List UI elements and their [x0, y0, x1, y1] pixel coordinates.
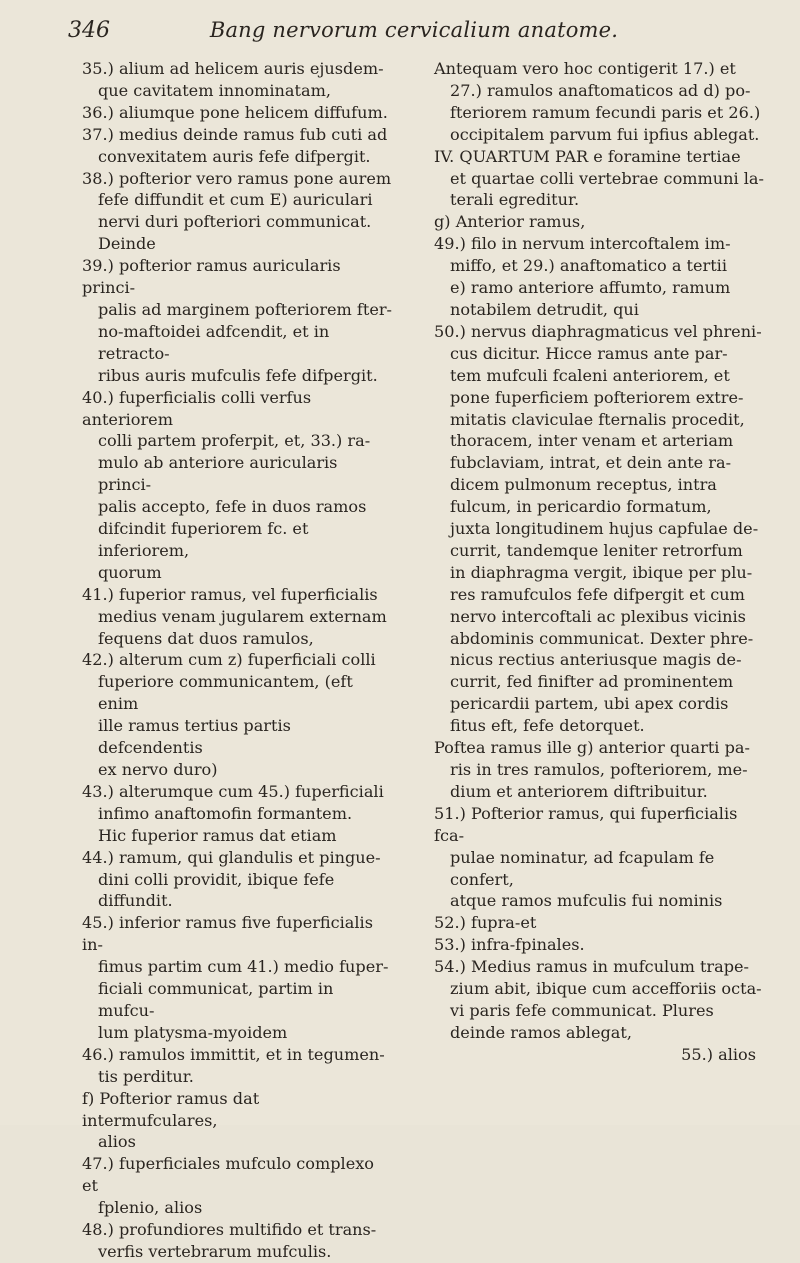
text-line: occipitalem parvum fui ipfius ablegat. — [450, 124, 760, 144]
text-line: verfis vertebrarum mufculis. — [98, 1241, 332, 1261]
text-line: tem mufculi fcaleni anteriorem, et — [450, 365, 730, 385]
text-line: atque ramos mufculis fui nominis — [450, 891, 723, 911]
paragraph — [434, 737, 764, 803]
left-column — [82, 58, 394, 1263]
paragraph — [434, 803, 764, 913]
paragraph — [434, 1044, 764, 1066]
text-line: fuperiore communicantem, (eft enim — [98, 672, 353, 714]
text-line: dium et anteriorem diftribuitur. — [450, 781, 708, 801]
paragraph — [434, 58, 764, 146]
right-column — [434, 58, 764, 1066]
text-line: 40.) fuperficialis colli verfus anteriorem — [82, 387, 312, 429]
paragraph — [82, 1219, 394, 1263]
text-line: palis accepto, fefe in duos ramos — [98, 497, 367, 517]
text-line: alios — [98, 1132, 136, 1152]
paragraph — [82, 102, 394, 124]
text-line: 27.) ramulos anaftomaticos ad d) po- — [450, 80, 751, 100]
text-line: terali egreditur. — [450, 190, 580, 210]
text-line: 44.) ramum, qui glandulis et pingue- — [82, 847, 381, 867]
text-line: g) Anterior ramus, — [434, 212, 586, 232]
text-line: 51.) Pofterior ramus, qui fuperficialis fca- — [434, 803, 738, 845]
text-line: et quartae colli vertebrae communi la- — [450, 168, 764, 188]
text-line: Deinde — [98, 234, 156, 254]
text-line: e) ramo anteriore affumto, ramum — [450, 278, 731, 298]
text-line: 42.) alterum cum z) fuperficiali colli — [82, 650, 376, 670]
text-line: vi paris fefe communicat. Plures — [450, 1000, 714, 1020]
text-line: thoracem, inter venam et arteriam — [450, 431, 734, 451]
text-line: miffo, et 29.) anaftomatico a tertii — [450, 256, 727, 276]
paragraph — [82, 1153, 394, 1219]
paragraph — [82, 1044, 394, 1088]
text-line: 48.) profundiores multifido et trans- — [82, 1220, 377, 1240]
text-line: cus dicitur. Hicce ramus ante par- — [450, 343, 728, 363]
text-line: mitatis claviculae fternalis procedit, — [450, 409, 745, 429]
paragraph — [82, 124, 394, 168]
paragraph — [434, 146, 764, 212]
text-line: fimus partim cum 41.) medio fuper- — [98, 957, 389, 977]
paragraph — [434, 321, 764, 737]
text-line: abdominis communicat. Dexter phre- — [450, 628, 754, 648]
text-line: 39.) pofterior ramus auricularis princi- — [82, 256, 341, 298]
text-line: 49.) filo in nervum intercoftalem im- — [434, 234, 731, 254]
text-line: Antequam vero hoc contigerit 17.) et — [434, 59, 736, 78]
text-line: nervi duri pofteriori communicat. — [98, 212, 372, 232]
paragraph — [82, 255, 394, 386]
text-line: 45.) inferior ramus five fuperficialis in- — [82, 913, 373, 955]
text-line: ribus auris mufculis fefe difpergit. — [98, 365, 378, 385]
text-line: lum platysma-myoidem — [98, 1022, 288, 1042]
paragraph — [434, 934, 764, 956]
text-line: 52.) fupra-et — [434, 913, 537, 933]
paragraph — [82, 168, 394, 256]
text-line: 53.) infra-fpinales. — [434, 935, 585, 955]
text-line: 46.) ramulos immittit, et in tegumen- — [82, 1044, 385, 1064]
paragraph — [82, 584, 394, 650]
paragraph — [434, 211, 764, 233]
text-line: tis perditur. — [98, 1066, 194, 1086]
text-line: infimo anaftomofin formantem. — [98, 803, 353, 823]
text-line: ille ramus tertius partis defcendentis — [98, 716, 291, 758]
text-line: convexitatem auris fefe difpergit. — [98, 146, 371, 166]
text-line: res ramufculos fefe difpergit et cum — [450, 584, 745, 604]
text-line: colli partem proferpit, et, 33.) ra- — [98, 431, 371, 451]
running-title: Bang nervorum cervicalium anatome. — [209, 18, 619, 42]
text-line: Hic fuperior ramus dat etiam — [98, 825, 337, 845]
paragraph — [82, 847, 394, 913]
text-line: currit, tandemque leniter retrorfum — [450, 540, 743, 560]
text-line: currit, fed finifter ad prominentem — [450, 672, 734, 692]
text-line: 47.) fuperficiales mufculo complexo et — [82, 1154, 374, 1196]
text-line: palis ad marginem pofteriorem fter- — [98, 299, 392, 319]
text-line: nervo intercoftali ac plexibus vicinis — [450, 606, 746, 626]
text-line: pericardii partem, ubi apex cordis — [450, 694, 729, 714]
text-line: medius venam jugularem externam — [98, 606, 387, 626]
paragraph — [82, 1088, 394, 1154]
text-line: fitus eft, fefe detorquet. — [450, 716, 645, 736]
text-line: 55.) alios — [681, 1044, 756, 1064]
paragraph — [82, 649, 394, 780]
text-line: nicus rectius anteriusque magis de- — [450, 650, 742, 670]
text-line: Poftea ramus ille g) anterior quarti pa- — [434, 738, 750, 758]
text-line: 36.) aliumque pone helicem diffufum. — [82, 102, 388, 122]
text-line: 54.) Medius ramus in mufculum trape- — [434, 957, 749, 977]
text-line: mulo ab anteriore auricularis princi- — [98, 453, 338, 495]
paragraph — [82, 387, 394, 584]
text-line: notabilem detrudit, qui — [450, 299, 639, 319]
text-line: IV. QUARTUM PAR e foramine tertiae — [434, 146, 741, 166]
text-line: 41.) fuperior ramus, vel fuperficialis — [82, 584, 378, 604]
text-line: in diaphragma vergit, ibique per plu- — [450, 562, 753, 582]
text-line: 38.) pofterior vero ramus pone aurem — [82, 168, 392, 188]
paragraph — [82, 58, 394, 102]
text-line: fequens dat duos ramulos, — [98, 628, 314, 648]
page-number: 346 — [68, 18, 110, 43]
text-line: ris in tres ramulos, pofteriorem, me- — [450, 760, 748, 779]
paragraph — [82, 781, 394, 847]
text-line: 35.) alium ad helicem auris ejusdem- — [82, 59, 384, 78]
text-line: 43.) alterumque cum 45.) fuperficiali — [82, 781, 384, 801]
text-line: pulae nominatur, ad fcapulam fe confert, — [450, 847, 715, 889]
text-line: ficiali communicat, partim in mufcu- — [98, 979, 334, 1020]
page-header — [68, 18, 760, 52]
text-line: difcindit fuperiorem fc. et inferiorem, — [98, 519, 309, 560]
text-line: fulcum, in pericardio formatum, — [450, 497, 712, 517]
text-line: dini colli providit, ibique fefe diffundit. — [98, 869, 335, 911]
text-line: fefe diffundit et cum E) auriculari — [98, 190, 373, 210]
text-line: que cavitatem innominatam, — [98, 80, 331, 100]
text-line: 50.) nervus diaphragmaticus vel phreni- — [434, 321, 762, 341]
paragraph — [82, 912, 394, 1043]
paragraph — [434, 912, 764, 934]
text-line: fteriorem ramum fecundi paris et 26.) — [450, 102, 761, 122]
text-line: dicem pulmonum receptus, intra — [450, 475, 717, 495]
text-line: juxta longitudinem hujus capfulae de- — [450, 519, 759, 539]
paragraph — [434, 233, 764, 321]
text-line: 37.) medius deinde ramus fub cuti ad — [82, 124, 388, 144]
text-line: ex nervo duro) — [98, 760, 218, 779]
text-line: fubclaviam, intrat, et dein ante ra- — [450, 453, 732, 473]
text-line: deinde ramos ablegat, — [450, 1022, 632, 1042]
paragraph — [434, 956, 764, 1044]
text-line: no-maftoidei adfcendit, et in retracto- — [98, 321, 330, 363]
text-line: pone fuperficiem pofteriorem extre- — [450, 387, 744, 407]
text-line: quorum — [98, 562, 162, 582]
text-line: zium abit, ibique cum accefforiis octa- — [450, 979, 762, 999]
text-line: f) Pofterior ramus dat intermufculares, — [82, 1088, 260, 1130]
text-line: fplenio, alios — [98, 1198, 203, 1218]
